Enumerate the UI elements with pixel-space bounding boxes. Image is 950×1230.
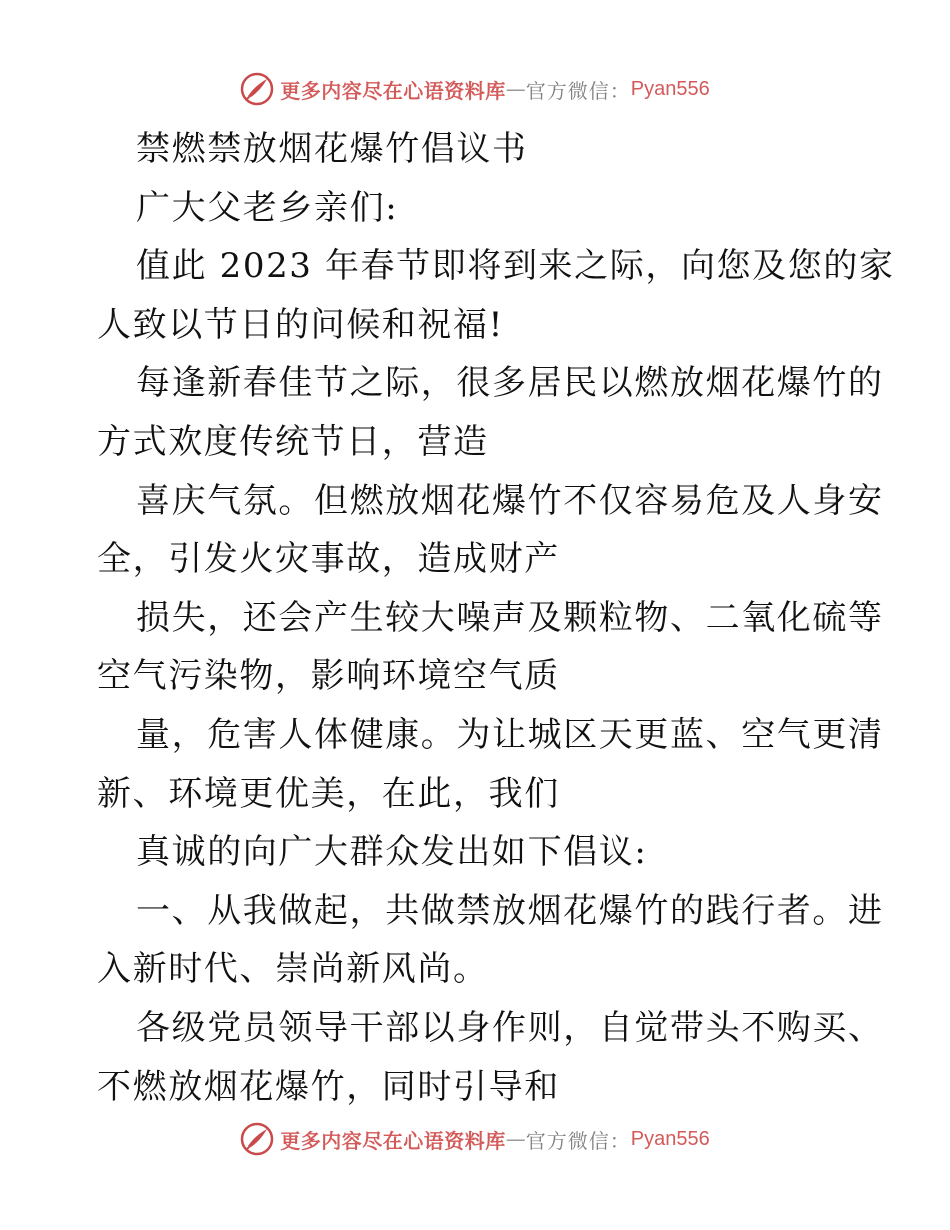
- text-line: 值此 2023 年春节即将到来之际，向您及您的家: [136, 246, 895, 287]
- text-line: 量，危害人体健康。为让城区天更蓝、空气更清: [136, 714, 884, 755]
- footer-watermark: [0, 1119, 950, 1159]
- text-line: 方式欢度传统节日，营造: [97, 421, 489, 462]
- watermark-main-text: 更多内容尽在心语资料库: [280, 78, 506, 103]
- document-title: 禁燃禁放烟花爆竹倡议书: [136, 129, 528, 169]
- watermark-dash: —: [505, 1127, 526, 1151]
- text-line: 各级党员领导干部以身作则，自觉带头不购买、: [136, 1007, 884, 1048]
- watermark-id: Pyan556: [630, 77, 710, 100]
- watermark-dash: —: [505, 77, 526, 101]
- text-line: 空气污染物，影响环境空气质: [97, 656, 560, 697]
- text-line: 损失，还会产生较大噪声及颗粒物、二氧化硫等: [136, 597, 884, 638]
- text-line: 不燃放烟花爆竹，同时引导和: [97, 1066, 560, 1107]
- watermark-label: 官方微信：: [525, 1128, 631, 1153]
- text-line: 一、从我做起，共做禁放烟花爆竹的践行者。进: [136, 890, 884, 931]
- text-line: 人致以节日的问候和祝福!: [97, 304, 504, 345]
- text-line: 喜庆气氛。但燃放烟花爆竹不仅容易危及人身安: [136, 480, 884, 521]
- quill-logo-icon: [240, 72, 274, 106]
- text-line: 新、环境更优美，在此，我们: [97, 773, 560, 814]
- text-line: 每逢新春佳节之际，很多居民以燃放烟花爆竹的: [136, 363, 884, 404]
- watermark-label: 官方微信：: [525, 78, 631, 103]
- text-line: 入新时代、崇尚新风尚。: [97, 949, 489, 990]
- header-watermark: [0, 69, 950, 109]
- salutation: 广大父老乡亲们:: [136, 187, 399, 228]
- watermark-id: Pyan556: [630, 1127, 710, 1150]
- text-line: 全，引发火灾事故，造成财产: [97, 539, 560, 580]
- quill-logo-icon: [240, 1122, 274, 1156]
- text-line: 真诚的向广大群众发出如下倡议:: [136, 832, 648, 873]
- document-body: [97, 120, 895, 1116]
- watermark-main-text: 更多内容尽在心语资料库: [280, 1128, 506, 1153]
